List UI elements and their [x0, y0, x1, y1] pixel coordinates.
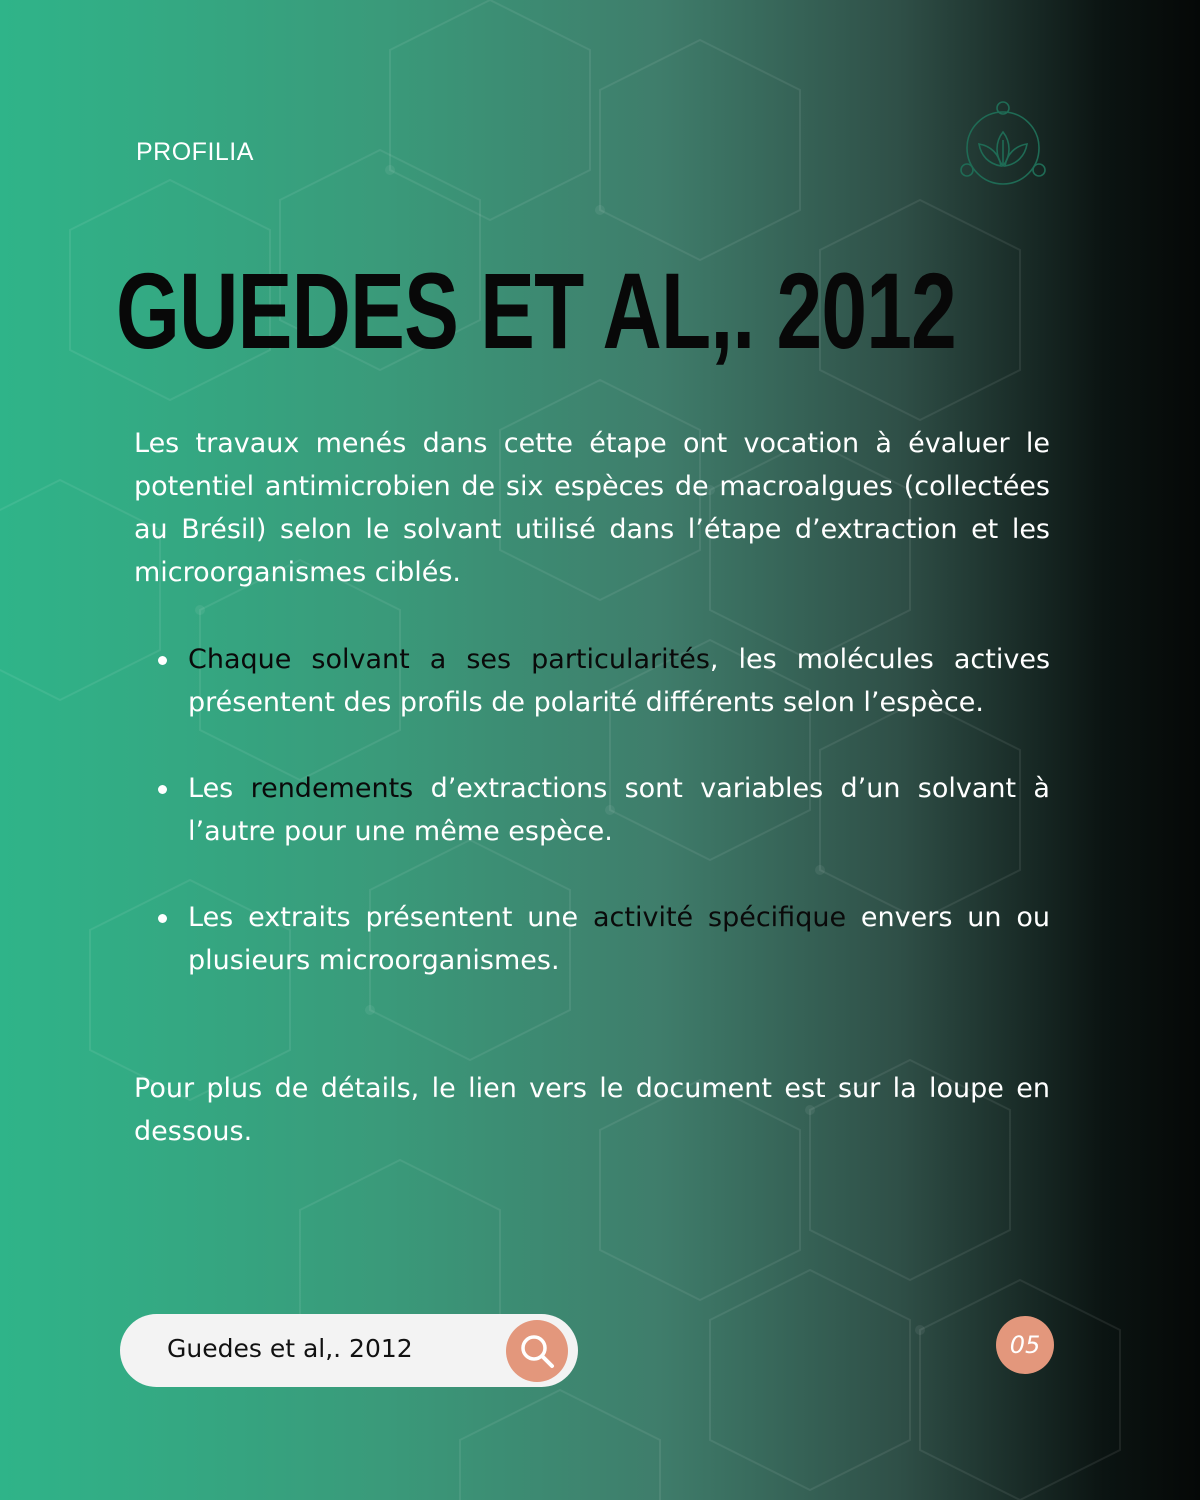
list-item — [134, 767, 1050, 853]
bullet-text: Chaque solvant a ses particularités, les molécules actives présentent des profils de polarité différents selon l’espèce. — [188, 644, 1051, 718]
highlight-text: rendements — [250, 773, 414, 804]
list-item — [134, 638, 1050, 724]
bullet-dot — [158, 914, 167, 923]
brand-name: PROFILIA — [136, 138, 254, 166]
intro-paragraph: Les travaux menés dans cette étape ont vocation à évaluer le potentiel antimicrobien de six espèces de macroalgues (collectées au Brésil) selon le solvant utilisé dans l’étape d’extraction et les microorganismes ciblés. — [134, 428, 1050, 588]
bullet-dot — [158, 656, 167, 665]
page-number-badge: 05 — [996, 1316, 1054, 1374]
bullet-dot — [158, 785, 167, 794]
highlight-text: activité spécifique — [593, 902, 847, 933]
bullet-text: Les extraits présentent une activité spécifique envers un ou plusieurs microorganismes. — [188, 902, 1050, 976]
search-icon — [517, 1331, 557, 1371]
highlight-text: Chaque solvant a ses particularités — [188, 644, 710, 675]
search-button[interactable] — [506, 1320, 568, 1382]
leaf-logo-icon — [955, 98, 1051, 194]
page-title: GUEDES ET AL,. 2012 — [116, 250, 957, 371]
search-bar[interactable] — [120, 1314, 578, 1387]
outro-paragraph: Pour plus de détails, le lien vers le document est sur la loupe en dessous. — [134, 1073, 1050, 1147]
search-text: Guedes et al,. 2012 — [167, 1334, 413, 1363]
bullet-text: Les rendements d’extractions sont variables d’un solvant à l’autre pour une même espèce. — [188, 773, 1050, 847]
bullet-list — [134, 638, 1050, 1025]
list-item — [134, 896, 1050, 982]
